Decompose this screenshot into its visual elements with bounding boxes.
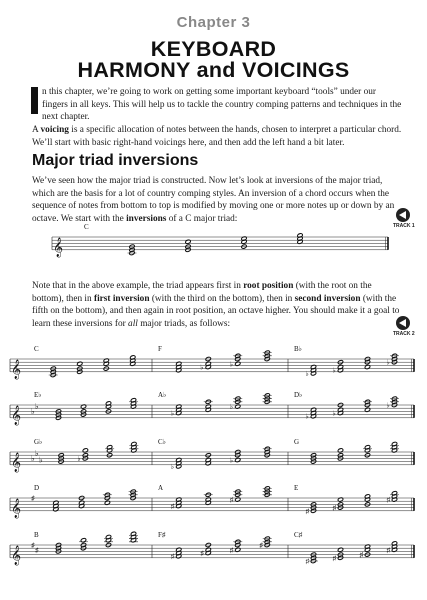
key-signature-flat: ♭ <box>35 449 39 459</box>
chord-name-label: C <box>34 345 39 353</box>
treble-clef-icon: 𝄞 <box>11 498 22 519</box>
chord-name-label: C <box>84 223 89 231</box>
chord-name-label: A <box>158 484 164 492</box>
accidental-symbol: ♭ <box>386 401 390 410</box>
key-signature-sharp: ♯ <box>31 541 35 550</box>
chord-name-label: C♭ <box>158 438 166 446</box>
chord-name-label: F♯ <box>158 531 166 539</box>
track-1-label: TRACK 1 <box>393 223 415 229</box>
chord-name-label: B♭ <box>294 345 302 353</box>
accidental-symbol: ♭ <box>305 369 309 378</box>
section-heading: Major triad inversions <box>32 152 199 169</box>
note-text-1: Note that in the above example, the triad appears first in <box>32 281 244 291</box>
track-2-label: TRACK 2 <box>393 331 415 337</box>
accidental-symbol: ♯ <box>386 496 390 505</box>
chord-name-label: D <box>34 484 40 492</box>
accidental-symbol: ♭ <box>77 454 81 463</box>
page-title-line1: KEYBOARD <box>150 37 277 61</box>
note-text-5: major triads, as follows: <box>137 318 231 329</box>
treble-clef-icon: 𝄞 <box>11 359 22 380</box>
accidental-symbol: ♭ <box>229 456 234 465</box>
accidental-symbol: ♯ <box>359 551 363 560</box>
chord-name-label: C♯ <box>294 531 303 539</box>
chord-name-label: G <box>294 438 300 446</box>
key-signature-sharp: ♯ <box>35 546 39 555</box>
chord-name-label: F <box>158 345 162 353</box>
accidental-symbol: ♯ <box>332 504 336 513</box>
chord-name-label: D♭ <box>294 391 303 399</box>
page-title-line2: HARMONY and VOICINGS <box>77 58 350 82</box>
accidental-symbol: ♯ <box>386 546 390 555</box>
chord-name-label: E <box>294 484 299 492</box>
key-signature-flat: ♭ <box>35 402 39 412</box>
treble-clef-icon: 𝄞 <box>11 545 22 566</box>
term-all: all <box>128 318 138 329</box>
voicing-before: A <box>32 125 41 135</box>
accidental-symbol: ♯ <box>229 546 234 555</box>
key-signature-flat: ♭ <box>31 453 35 463</box>
treble-clef-icon: 𝄞 <box>11 452 22 473</box>
accidental-symbol: ♯ <box>200 549 204 558</box>
note-text-2: (with the root on the bottom), then in <box>32 281 372 304</box>
accidental-symbol: ♭ <box>170 462 175 471</box>
accidental-symbol: ♯ <box>170 502 175 511</box>
accidental-symbol: ♯ <box>259 541 263 550</box>
accidental-symbol: ♭ <box>332 409 336 418</box>
key-signature-flat: ♭ <box>31 406 35 416</box>
chapter-label: Chapter 3 <box>176 14 251 31</box>
key-signature-sharp: ♯ <box>31 494 35 503</box>
treble-clef-icon: 𝄞 <box>53 237 64 258</box>
accidental-symbol: ♭ <box>229 403 234 412</box>
term-second-inversion: second inversion <box>294 293 361 304</box>
note-text-3: (with the third on the bottom), then in <box>149 293 295 304</box>
accidental-symbol: ♯ <box>305 507 309 516</box>
note-text-4: (with the fifth on the bottom), and then again in root position, an octave higher. You should make it a goal to learn these inversions for <box>32 293 400 329</box>
voicing-term: voicing <box>40 125 69 135</box>
chord-name-label: B <box>34 531 39 539</box>
chord-name-label: E♭ <box>34 391 42 399</box>
triad-text: We’ve seen how the major triad is constructed. Now let’s look at inversions of the major triad, which are the basis for a lot of country comping styles. An inversion of a chord occurs when the sequence of notes from bottom to top is modified by moving one or more notes up or down by an octave. We start with the <box>32 176 395 224</box>
inversions-term: inversions <box>126 213 167 224</box>
triad-after: of a C major triad: <box>166 213 238 224</box>
accidental-symbol: ♭ <box>229 360 234 369</box>
accidental-symbol: ♯ <box>170 552 175 561</box>
term-first-inversion: first inversion <box>93 293 150 304</box>
accidental-symbol: ♯ <box>229 496 234 505</box>
accidental-symbol: ♭ <box>170 409 175 418</box>
treble-clef-icon: 𝄞 <box>11 405 22 426</box>
intro-paragraph: n this chapter, we’re going to work on getting some important keyboard “tools” under our fingers in all keys. This will help us to tackle the country comping patterns and techniques in the next chapter. <box>42 87 402 123</box>
chord-name-label: A♭ <box>158 391 167 399</box>
accidental-symbol: ♭ <box>386 358 390 367</box>
voicing-after: is a specific allocation of notes between the hands, chosen to interpret a particular chord. We’ll start with basic right-hand voicings here, and then add the left hand a bit later. <box>32 125 402 148</box>
accidental-symbol: ♭ <box>200 363 204 372</box>
accidental-symbol: ♯ <box>332 554 336 563</box>
chord-name-label: G♭ <box>34 438 43 446</box>
accidental-symbol: ♭ <box>332 366 336 375</box>
accidental-symbol: ♯ <box>305 557 309 566</box>
key-signature-flat: ♭ <box>39 455 43 465</box>
accidental-symbol: ♭ <box>305 412 309 421</box>
term-root-position: root position <box>243 281 294 291</box>
